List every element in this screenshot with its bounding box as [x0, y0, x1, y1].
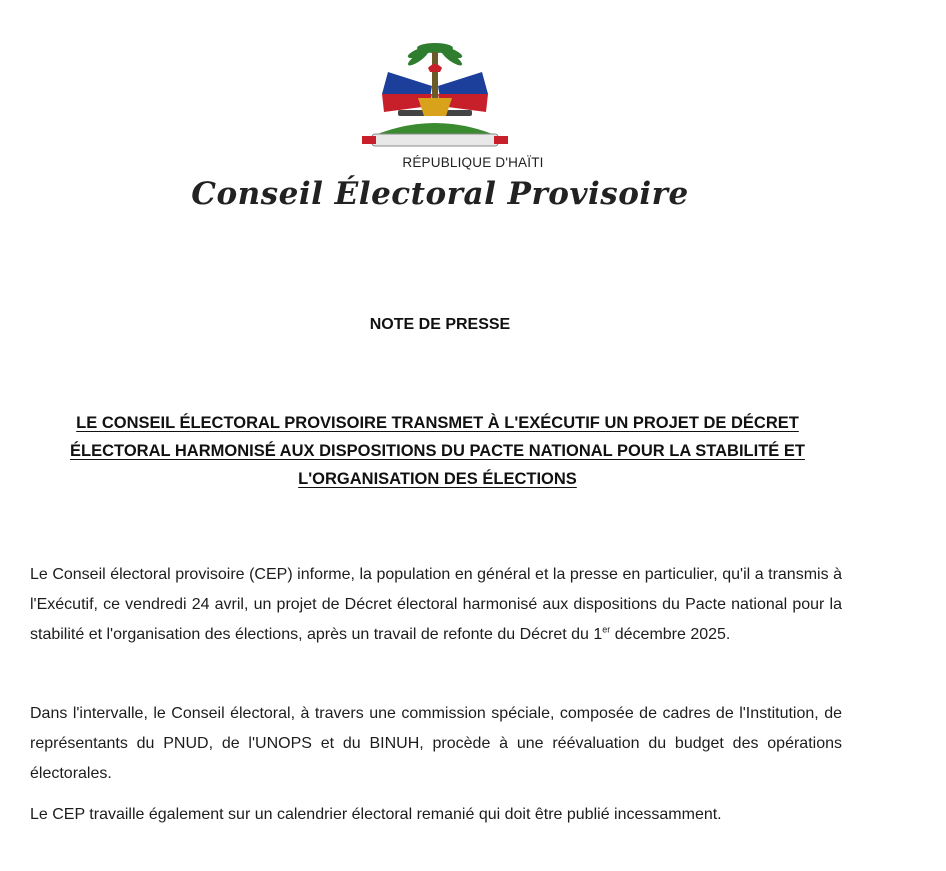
note-title: NOTE DE PRESSE [369, 316, 511, 333]
republic-heading: RÉPUBLIQUE D'HAÏTI [402, 155, 544, 170]
paragraph-1-text: Le Conseil électoral provisoire (CEP) informe, la population en général et la presse en particulier, qu'il a transmis à l'Exécutif, ce vendredi 24 avril, un projet de Décret électoral harmonisé aux dispositions du Pacte national pour la stabilité et l'organisation des élections, après un travail de refonte du Décret du 1 [30, 566, 842, 643]
paragraph-1-date: décembre 2025. [610, 626, 731, 643]
haiti-coat-of-arms-icon [358, 38, 512, 150]
press-headline: LE CONSEIL ÉLECTORAL PROVISOIRE TRANSMET À L'EXÉCUTIF UN PROJET DE DÉCRET ÉLECTORAL HARMONISÉ AUX DISPOSITIONS DU PACTE NATIONAL POUR LA STABILITÉ ET L'ORGANISATION DES ÉLECTIONS [70, 414, 805, 488]
paragraph-3: Le CEP travaille également sur un calendrier électoral remanié qui doit être publié incessamment. [30, 806, 722, 823]
paragraph-2: Dans l'intervalle, le Conseil électoral, à travers une commission spéciale, composée de cadres de l'Institution, de représentants du PNUD, de l'UNOPS et du BINUH, procède à une réévaluation du budget des opérations électorales. [30, 705, 842, 782]
institution-name: Conseil Électoral Provisoire [191, 176, 689, 212]
paragraph-1 [30, 560, 842, 650]
ordinal-superscript: er [602, 624, 611, 635]
